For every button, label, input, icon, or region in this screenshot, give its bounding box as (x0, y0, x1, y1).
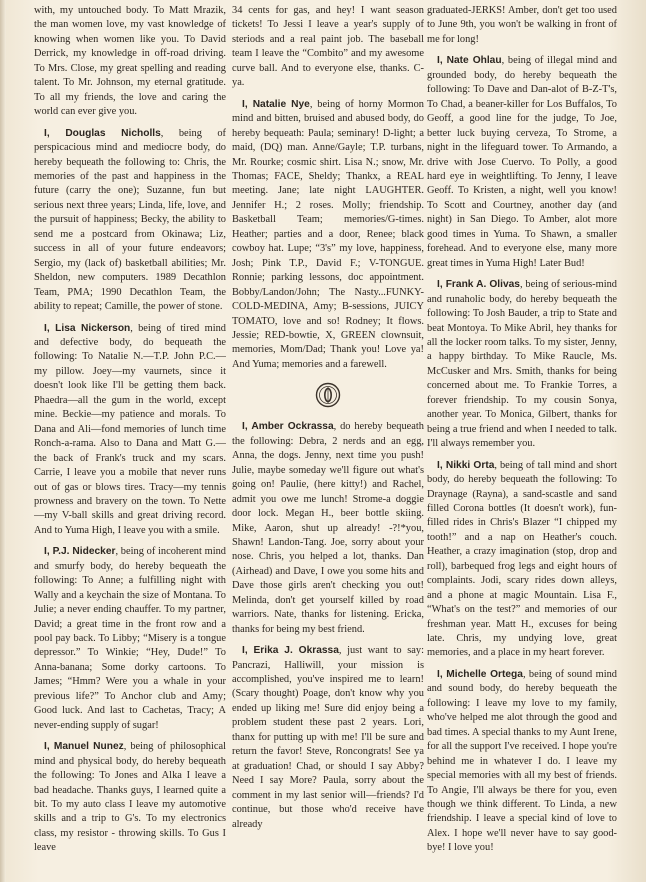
page-fold-shadow (0, 0, 6, 882)
will-author: I, Natalie Nye (242, 98, 310, 110)
will-author: I, Nikki Orta (437, 459, 495, 471)
column-3 (427, 4, 617, 880)
will-paragraph: I, Natalie Nye, being of horny Mormon mind and bitten, bruised and abused body, do hereby bequeath: Paula; seminary! D-light; a maid, (DQ) man. Anne/Gayle; T.P. turbans, Mr. Rourke; cosmic shirt. Lisa N.; snow, Mr. Thomas; FACE, Sheldy; Thankx, a REAL meeting. Jane; late night LAUGHTER. Jennifer H.; 2 roses. Molly; friendship. Basketball Team; memories/G-times. Heather; parties and a door, Renee; black cowboy hat. Lupe; “3's” my love, happiness, Josh; Pink T.P., David F.; V-TONGUE. Ronnie; parking lessons, doc appointment. Bobby/Landon/John; The Nasty...FUNKY-COLD-MEDINA, Amy; B-sessions, JUICY TOMATO, love and so! Rodney; It flows. Jessie; RED-bowtie, X, GREEN clownsuit, memories, Mom/Dad; Thank you! Love ya! And Yuma; memories and a farewell. (232, 98, 424, 370)
will-paragraph: 34 cents for gas, and hey! I want season tickets! To Jessi I leave a year's supply of steriods and a real paint job. The baseball team I leave the “Combito” and my awesome curve ball. And to everyone else, thanks. C-ya. (232, 5, 424, 89)
will-author: I, Manuel Nunez (44, 741, 124, 753)
will-paragraph: with, my untouched body. To Matt Mrazik, the man women love, my vast knowledge of knowing when women like you. To David Derrick, my knowledge in off-road driving. To Mrs. Close, my great spelling and reading talent. To Mr. Johnson, my eternal gratitude. To all my friends, the love and caring the world can ever give you. (34, 5, 226, 118)
will-paragraph: I, Lisa Nickerson, being of tired mind and defective body, do bequeath the following: To Natalie N.—T.P. John P.C.—my pillow. Joey—my vaurnets, since it doesn't look like I'll be getting them back. Phaedra—all the gum in the world, except mine. Beckie—my patience and morals. To Dana and Ali—fond memories of lunch time Ronch-a-rama. Also to Dana and Matt G.—the back of Frank's truck and my scars. Carrie, I leave you a mobile that never runs out of gas or blows tires. Tracy—my tennis prowness and bravery on the town. To Nette—my V-ball skills and great driving record. And to Yuma High, I leave you with a smile. (34, 322, 226, 536)
will-author: I, Lisa Nickerson (44, 322, 131, 334)
will-paragraph: I, Michelle Ortega, being of sound mind and sound body, do hereby bequeath the following: I leave my love to my family, who've helped me alot through the good and bad times. A special thanks to my Aunt Irene, for all the support I've received. I hope you're behind me in whatever I do. I leave my special memories with all my best of friends. To Angie, I'll always be there for you, even though we think different. To Linda, a new friendship. I leave a special kind of love to Alex. I hope we'll never have to say good-bye! I love you! (427, 668, 617, 854)
will-author: I, Douglas Nicholls (44, 127, 161, 139)
will-paragraph: I, Nikki Orta, being of tall mind and short body, do hereby bequeath the following: To Draynage (Rayna), a sand-scastle and sand filled Corona bottles (It doesn't work), fun-filled rides in Chris's Blazer “I chipped my tooth!” and a nap on Heather's couch. Heather, a crazy imagination (stop, drop and roll), barbequed frog legs and eight hours of complaints. Jodi, scary rides down alleys, and a phone at magic Mountain. Lisa F., “What's on the test?” and memories of our freshman year. Matt H., excuses for being late. Chris, my undying love, great memories, and a place in my heart forever. (427, 459, 617, 659)
will-paragraph: graduated-JERKS! Amber, don't get too used to June 9th, you won't be walking in front of me for long! (427, 5, 617, 45)
will-paragraph: I, P.J. Nidecker, being of incoherent mind and smurfy body, do hereby bequeath the following: To Anne; a fulfilling night with Wally and a keychain the size of Montana. To Julie; a never ending chauffer. To my partner, David; a great time in the front row and a pool pay back. To Libby; “Misery is a tongue depressor.” To Winkie; “Hey, Dude!” To Anna-banana; Some dorky cartoons. To James; “Hmm? Were you a whale in your previous life?” To Anchor club and Amy; Good luck. And last to Cachetas, Tracy; A never-ending supply of sugar! (34, 546, 226, 731)
column-1 (34, 4, 226, 880)
will-author: I, Michelle Ortega (437, 668, 523, 680)
will-paragraph: I, Nate Ohlau, being of illegal mind and grounded body, do hereby bequeath the following: To Dave and Dan-alot of B-Z-T's, To Chad, a beaner-killer for Los Buffalos, To Geoff, a good line for the judge, To Joe, better luck buying cerveza, To Strome, a night in the lifeguard tower. To Armando, a drive with Jose Cuervo. To Polly, a good hard eye in weightlifting. To Jenny, I leave Geoff. To Kristen, a night, well you know! To Scott and Courtney, another day (and night) in San Diego. To Amber, alot more good times in Yuma. To Shawn, a smaller forehead. And to everyone else, many more great times in Yuma High! Later Bud! (427, 55, 617, 269)
will-paragraph: I, Douglas Nicholls, being of perspicacious mind and mediocre body, do hereby bequeath the following to: Chris, the memories of the past and happiness in the future (carry the one); Suzanne, fun but serious next three years; Linda, life, love, and the pursuit of happiness; Becky, the ability to send me a postcard from Okinawa; Liz, success in all of your future endeavors; Sergio, my (lack of) basketball abilities; Mr. Sheldon, new computers. 1989 Decathlon Team, PMA; 1990 Decathlon Team, the ability to repeat; Camille, the power of stone. (34, 127, 226, 313)
ornamental-circle-emblem-icon (315, 382, 341, 408)
will-paragraph: I, Erika J. Okrassa, just want to say: Pancrazi, Halliwill, your mission is accomplished, you've inspired me to learn! (Scary thought) Poage, don't know why you ended up liking me! Sure did enjoy being a problem student these past 2 years. Lori, thanx for putting up with me! I'll be sure and return the favor! Steve, Roncongrats! See ya at graduation! Chad, or should I say Abby? Need I say More? Paula, sorry about the comment in my last senior will—friends? I'd continue, but those who'd receive have already (232, 645, 424, 830)
will-author: I, Amber Ockrassa (242, 421, 334, 433)
column-2 (232, 4, 424, 880)
will-paragraph: I, Amber Ockrassa, do hereby bequeath the following: Debra, 2 nerds and an egg, Anna, the dogs. Jenny, next time you push! Julie, maybe someday we'll figure out what's going on! Paulie, (here kitty!) and Rachel, admit you owe me lunch! Strome-a doggie door lock. Megan H., beer bottle skiing. Mike, Aaron, shut up already! -?!*you, Shawn! Landon-Tang. Joe, sorry about your nose. Chris, you helped a lot, thanks. Dan (Airhead) and Dave, I owe you some hits and Dave those girls aren't checking you out! Melinda, don't get yourself killed by road warriors. Nate, thanks for listening. Ericka, thanks for being my best friend. (232, 421, 424, 635)
will-author: I, P.J. Nidecker (44, 546, 116, 558)
will-author: I, Erika J. Okrassa (242, 645, 339, 657)
will-paragraph: I, Frank A. Olivas, being of serious-mind and runaholic body, do hereby bequeath the following: To Josh Bauder, a trip to State and beat Montoya. To Mike Abril, hey thanks for all the locker room talks. To my sister, Jenny, a happy birthday. To Mike Raucle, Ms. McCusker and Mrs. Smith, thanks for being concerned about me. To Frankie Torres, a forever friendship. To my cousin Sonya, another year. To Monica, Gilbert, thanks for being a true friend and when I needed to talk. I'll always remember you. (427, 279, 617, 450)
will-paragraph: I, Manuel Nunez, being of philosophical mind and physical body, do hereby bequeath the following: To Jones and Alka I leave a bad headache. Thanks guys, I learned quite a bit. To my auto class I leave my automotive skills and a trip to G's. To my electronics class, my resistor - throwing skills. To Gus I leave (34, 741, 226, 854)
will-author: I, Frank A. Olivas (437, 279, 520, 291)
will-author: I, Nate Ohlau (437, 55, 502, 67)
